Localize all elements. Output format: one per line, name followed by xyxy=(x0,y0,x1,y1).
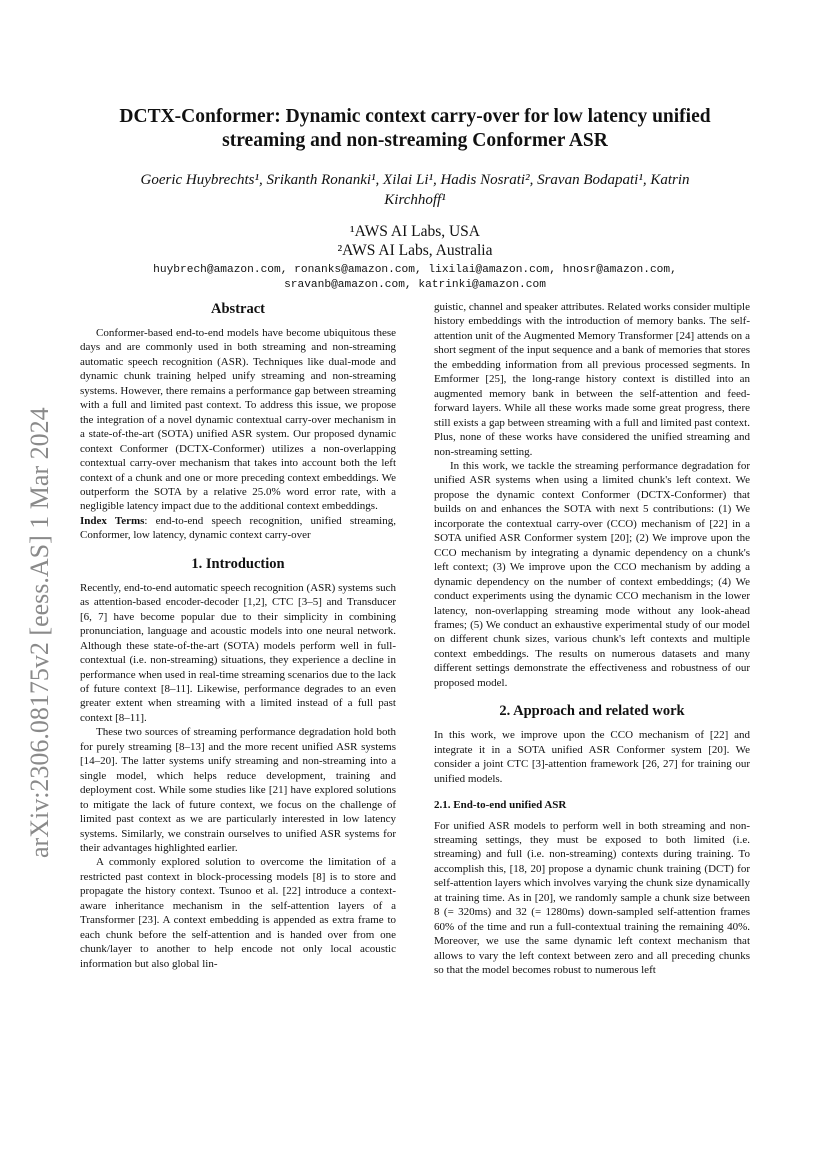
author-emails xyxy=(100,263,730,293)
intro-paragraph-3-continued: guistic, channel and speaker attributes. Related works consider multiple history embeddings with the introduction of memory banks. The self-attention unit of the Augmented Memory Transformer [24] attends on a short segment of the input sequence and a bank of memories that stores the embedding information from all previous processed segments. In Emformer [25], the long-range history context is distilled into an augmented memory bank in between the self-attention and feed-forward layers. While all these works made some great progress, there still exists a gap between streaming with a full and limited past context. Plus, none of these works have considered the unified streaming and non-streaming setting. xyxy=(434,301,750,458)
authors-line-2: Kirchhoff¹ xyxy=(384,192,446,208)
abstract-heading: Abstract xyxy=(211,301,265,317)
abstract-text: Conformer-based end-to-end models have become ubiquitous these days and are commonly used in both streaming and non-streaming automatic speech recognition (ASR). Techniques like dual-mode and dynamic chunk training helped unify streaming and non-streaming systems. However, there remains a performance gap between streaming with a full and limited past context. To address this issue, we propose the integration of a novel dynamic contextual carry-over mechanism in a state-of-the-art (SOTA) unified ASR system. Our proposed dynamic context Conformer (DCTX-Conformer) utilizes a non-overlapping contextual carry-over mechanism that takes into account both the left context of a chunk and one or more preceding context embeddings. We outperform the SOTA by a relative 25.0% word error rate, with a negligible latency impact due to the additional context embeddings. xyxy=(80,327,396,513)
author-list xyxy=(100,170,730,210)
section-2-heading: 2. Approach and related work xyxy=(499,703,685,720)
section-1-heading: 1. Introduction xyxy=(191,555,285,572)
arxiv-id-text: arXiv:2306.08175v2 [eess.AS] 1 Mar 2024 xyxy=(25,407,54,858)
affiliation-1: ¹AWS AI Labs, USA xyxy=(350,223,480,240)
index-terms xyxy=(80,514,396,543)
paper-title xyxy=(95,105,735,153)
emails-line-2: sravanb@amazon.com, katrinki@amazon.com xyxy=(284,279,546,291)
arxiv-identifier xyxy=(14,360,64,860)
index-terms-label: Index Terms xyxy=(80,514,145,527)
section-2-1-heading: 2.1. End-to-end unified ASR xyxy=(434,799,567,812)
intro-paragraph-4: In this work, we tackle the streaming performance degradation for unified ASR systems when using a limited chunk's left context. We propose the dynamic context Conformer (DCTX-Conformer) that builds on and enhances the SOTA with next 5 contributions: (1) We incorporate the contextual carry-over (CCO) mechanism of [22] in a SOTA unified ASR Conformer system [20]; (2) We improve upon the CCO mechanism by integrating a dynamic dependency on a chunk's left context; (3) We improve upon the CCO mechanism by adding a dynamic dependency on the number of context embeddings; (4) We conduct experiments using the dynamic CCO mechanism in the lower latency, non-overlapping streaming mode without any look-ahead frames; (5) We conduct an exhaustive experimental study of our model on different chunk sizes, various chunk's left contexts and multiple context embeddings. The results on numerous datasets and many different settings demonstrate the effectiveness and robustness of our proposed model. xyxy=(434,459,750,689)
intro-paragraph-2: These two sources of streaming performance degradation hold both for purely streaming [8–13] and the more recent unified ASR systems [14–20]. The latter systems unify streaming and non-streaming into a single model, which helps reduce development, training and deployment cost. While some studies like [21] have explored solutions to mitigate the lack of future context, we focus on the challenge of limited past context as we are particularly interested in low latency systems. Similarly, we constrain ourselves to unified ASR systems for their advantages highlighted earlier. xyxy=(80,726,396,854)
intro-paragraph-1: Recently, end-to-end automatic speech recognition (ASR) systems such as attention-based encoder-decoder [1,2], CTC [3–5] and Transducer [6, 7] have become popular due to their simplicity in combining pronunciation, language and acoustic models into one neural network. Although these state-of-the-art (SOTA) models perform well in full-contextual (i.e. non-streaming) situations, they experience a decline in performance when used in real-time streaming scenarios due to the lack of future context [8–11]. Likewise, performance degrades to an even greater extent when streaming with a limited instead of a full past context [8–11]. xyxy=(80,581,396,724)
left-column xyxy=(80,300,396,971)
title-line-2: streaming and non-streaming Conformer ASR xyxy=(222,130,608,151)
right-column xyxy=(434,300,750,977)
section-2-1-paragraph: For unified ASR models to perform well in both streaming and non-streaming settings, they must be exposed to both limited (i.e. streaming) and full (i.e. non-streaming) contexts during training. To accomplish this, [18, 20] propose a dynamic chunk training (DCT) for self-attention layers which involves varying the chunk size dynamically at training time. As in [20], we randomly sample a chunk size between 8 (= 320ms) and 32 (= 1280ms) down-sampled self-attention frames 60% of the time and run a full-contextual training the remaining 40%. Moreover, we use the same dynamic left context mechanism that allows to vary the left context between zero and all preceding chunks so that the model becomes robust to numerous left xyxy=(434,819,750,977)
authors-line-1: Goeric Huybrechts¹, Srikanth Ronanki¹, Xilai Li¹, Hadis Nosrati², Sravan Bodapati¹, Katrin xyxy=(140,172,690,188)
emails-line-1: huybrech@amazon.com, ronanks@amazon.com, lixilai@amazon.com, hnosr@amazon.com, xyxy=(153,264,677,276)
intro-paragraph-3: A commonly explored solution to overcome the limitation of a restricted past context in block-processing models [8] is to store and propagate the history context. Tsunoo et al. [22] introduce a context-aware inheritance mechanism in the self-attention layers of a Transformer [23]. A context embedding is appended as extra frame to each chunk before the self-attention and is handed over from one chunk/layer to another to help encode not only local acoustic information but also global lin- xyxy=(80,856,396,970)
title-line-1: DCTX-Conformer: Dynamic context carry-over for low latency unified xyxy=(119,106,711,127)
index-terms-text: : end-to-end speech recognition, unified streaming, Conformer, low latency, dynamic context carry-over xyxy=(80,514,396,542)
section-2-paragraph: In this work, we improve upon the CCO mechanism of [22] and integrate it in a SOTA unified ASR Conformer system [20]. We consider a joint CTC [3]-attention framework [26, 27] for training our unified models. xyxy=(434,729,750,785)
affiliation-2: ²AWS AI Labs, Australia xyxy=(337,242,493,259)
